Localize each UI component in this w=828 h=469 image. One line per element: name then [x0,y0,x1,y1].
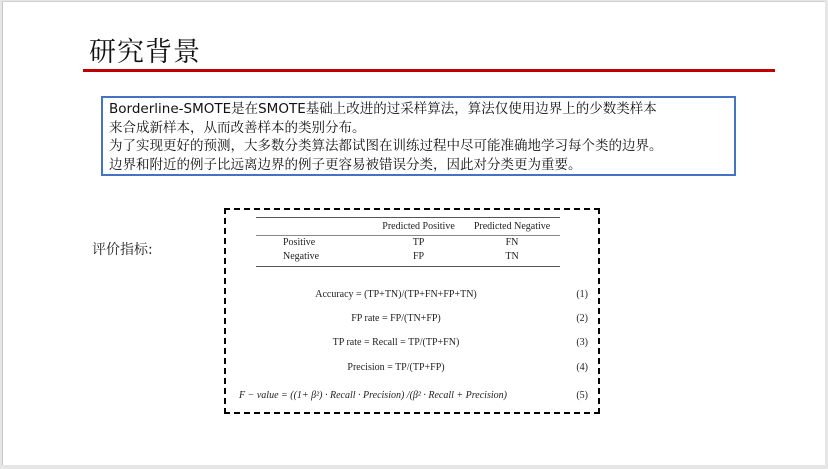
equation-number: (3) [576,337,588,348]
metrics-label: 评价指标: [92,242,153,258]
slide-title: 研究背景 [89,37,201,68]
slide [2,1,825,465]
table-cell: TP [412,237,425,248]
table-cell: FN [505,237,519,248]
textbox-line: Borderline-SMOTE是在SMOTE基础上改进的过采样算法，算法仅使用边界上的少数类样本 [109,101,657,117]
equation-expr: FP rate = FP/(TN+FP) [351,313,441,324]
textbox-line: 为了实现更好的预测，大多数分类算法都试图在训练过程中尽可能准确地学习每个类的边界。 [109,138,663,154]
equation-expr: F − value = ((1+ β²) · Recall · Precision) /(β² · Recall + Precision) [239,390,507,401]
table-header: Predicted Negative [464,218,560,236]
equation-number: (5) [576,390,588,401]
equation-number: (2) [576,313,588,324]
equation-number: (1) [576,289,588,300]
equation-number: (4) [576,362,588,373]
textbox-line: 来合成新样本，从而改善样本的类别分布。 [109,119,366,136]
row-label: Negative [256,250,373,267]
equation-expr: TP rate = Recall = TP/(TP+FN) [332,337,460,348]
table-row [256,250,560,267]
table-header [256,218,373,236]
equation-expr: Precision = TP/(TP+FP) [347,362,445,373]
description-textbox[interactable] [101,96,736,176]
table-cell: FP [373,250,464,267]
textbox-line: 边界和附近的例子比远离边界的例子更容易被错误分类，因此对分类更为重要。 [109,156,582,173]
table-header: Predicted Positive [373,218,464,236]
row-label: Positive [283,237,316,248]
table-row [256,236,560,251]
table-cell: TN [464,250,560,267]
title-underline [83,69,775,72]
metrics-figure[interactable] [224,208,600,414]
confusion-matrix-table [256,217,560,267]
equation-expr: Accuracy = (TP+TN)/(TP+FN+FP+TN) [315,289,477,300]
